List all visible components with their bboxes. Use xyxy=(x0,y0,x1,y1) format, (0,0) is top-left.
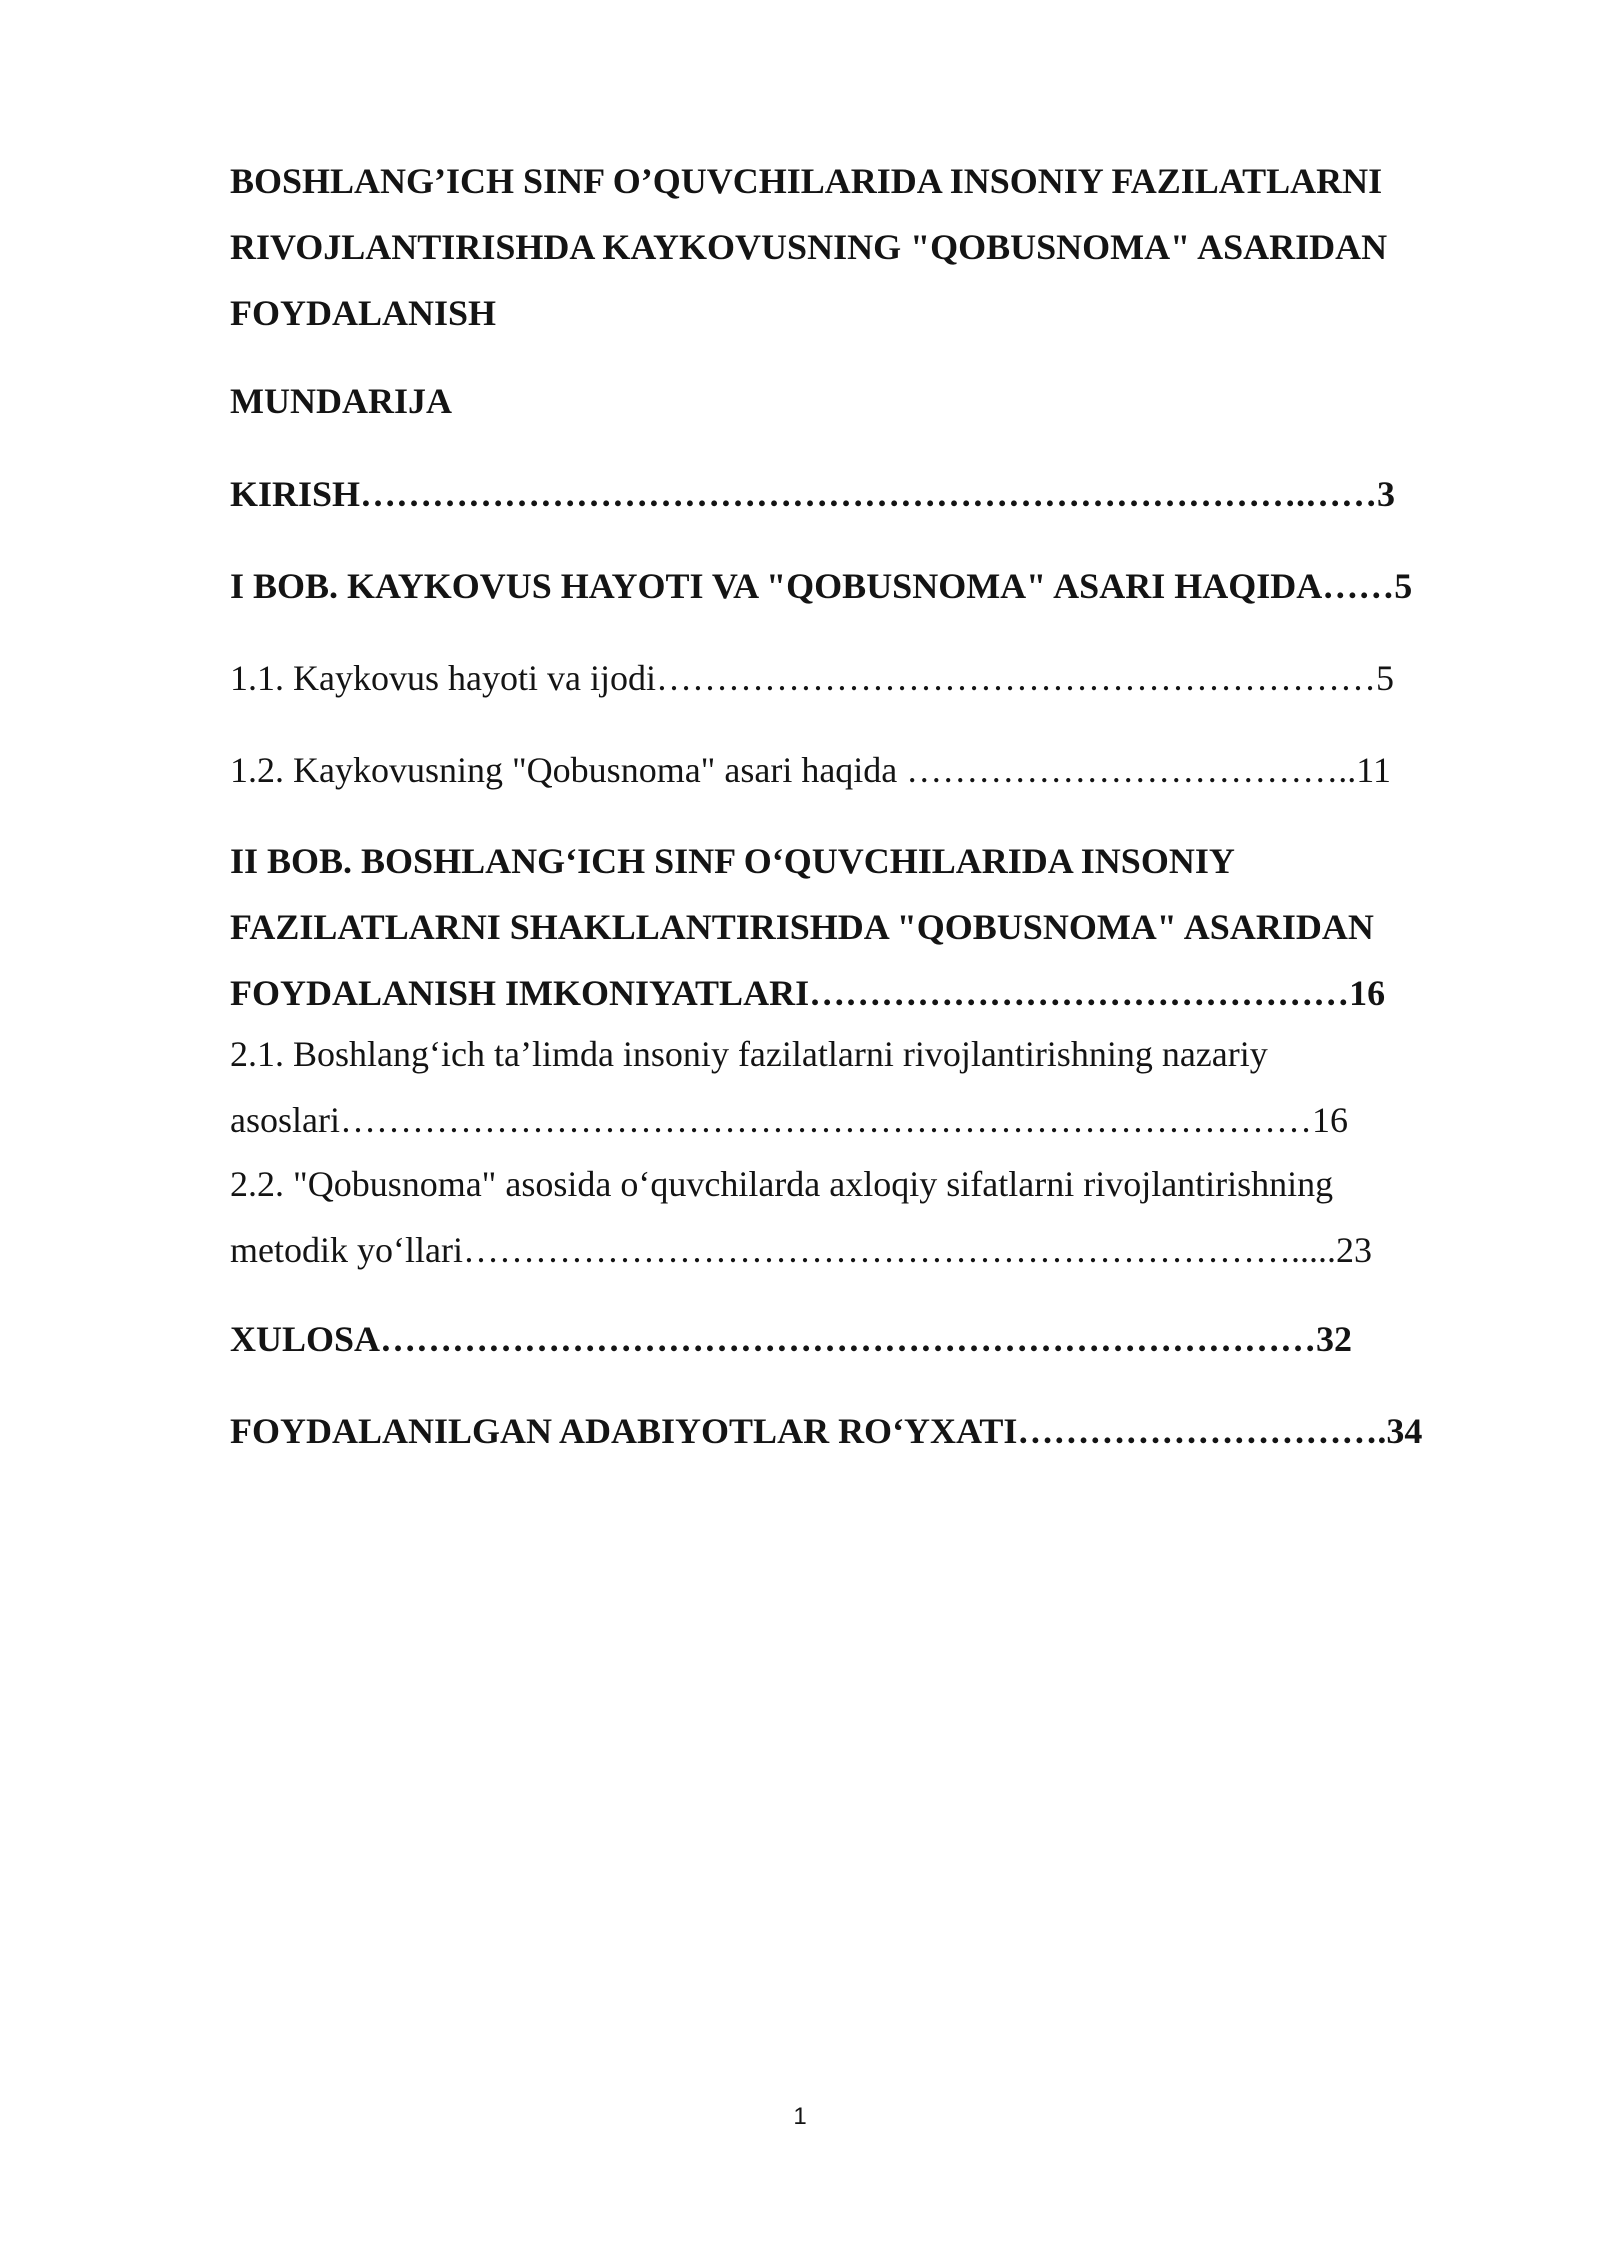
toc-entry-kirish: KIRISH…………………………………………………………………….……3 xyxy=(230,474,1396,514)
toc-entry-chapter-2: II BOB. BOSHLANG‘ICH SINF O‘QUVCHILARIDA INSONIY FAZILATLARNI SHAKLLANTIRISHDA "QOBUSNOMA" ASARIDAN FOYDALANISH IMKONIYATLARI………………………………………16 xyxy=(230,841,1386,1013)
toc-heading: MUNDARIJA xyxy=(230,381,452,421)
toc-entry-section-2-1: 2.1. Boshlang‘ich ta’limda insoniy fazilatlarni rivojlantirishning nazariy asoslari………………………………………………………………………16 xyxy=(230,1034,1348,1140)
toc-entry-section-1-2: 1.2. Kaykovusning "Qobusnoma" asari haqida ………………………………..11 xyxy=(230,750,1391,790)
toc-entry-chapter-1: I BOB. KAYKOVUS HAYOTI VA "QOBUSNOMA" ASARI HAQIDA……5 xyxy=(230,566,1413,606)
document-title: BOSHLANG’ICH SINF O’QUVCHILARIDA INSONIY FAZILATLARNI RIVOJLANTIRISHDA KAYKOVUSNING "QOBUSNOMA" ASARIDAN FOYDALANISH xyxy=(230,161,1388,333)
toc-entry-section-2-2: 2.2. "Qobusnoma" asosida o‘quvchilarda axloqiy sifatlarni rivojlantirishning metodik yo‘llari…………………………………………………………….....23 xyxy=(230,1164,1372,1270)
toc-entry-xulosa: XULOSA……………………………………………………………………32 xyxy=(230,1319,1353,1359)
page-number: 1 xyxy=(793,2103,807,2130)
toc-entry-bibliography: FOYDALANILGAN ADABIYOTLAR RO‘YXATI………………………….34 xyxy=(230,1411,1423,1451)
toc-entry-section-1-1: 1.1. Kaykovus hayoti va ijodi……………………………………………………5 xyxy=(230,658,1394,698)
